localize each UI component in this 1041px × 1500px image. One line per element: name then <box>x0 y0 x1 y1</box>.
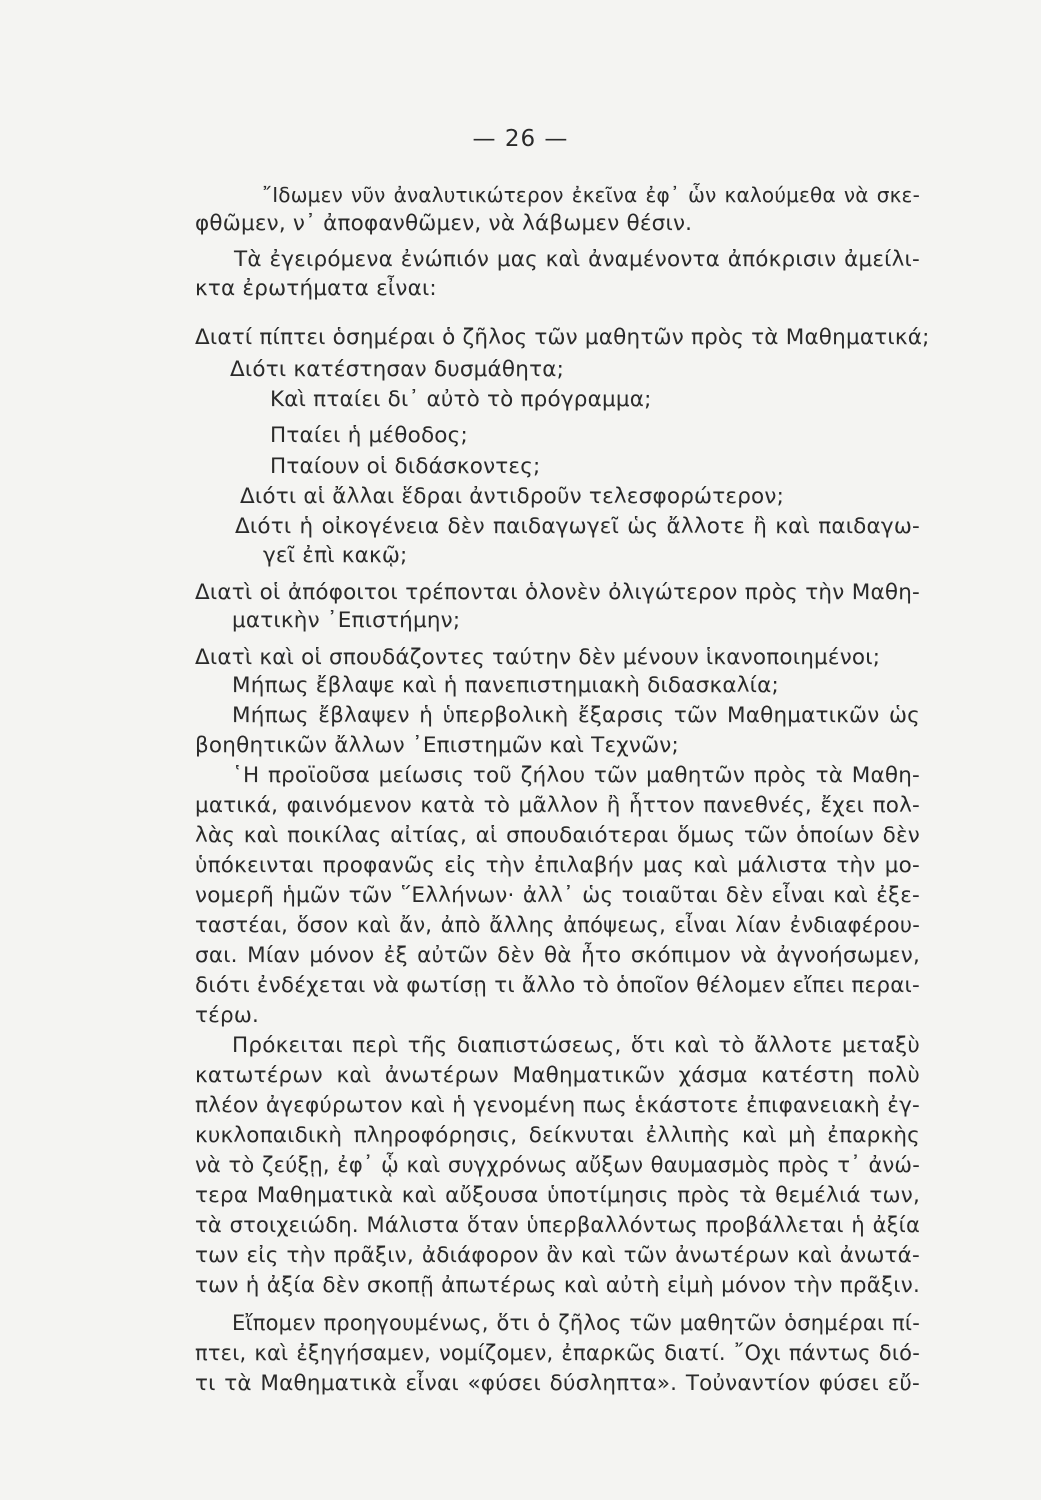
text-line: Πταίουν οἱ διδάσκοντες; <box>270 454 541 479</box>
text-line: Καὶ πταίει δι᾽ αὐτὸ τὸ πρόγραμμα; <box>270 387 652 412</box>
text-line: σαι. Μίαν μόνον ἐξ αὐτῶν δὲν θὰ ἦτο σκόπιμον νὰ ἀγνοήσωμεν, <box>195 943 920 968</box>
text-line: ῾Η προϊοῦσα μείωσις τοῦ ζήλου τῶν μαθητῶν πρὸς τὰ Μαθη- <box>232 763 920 788</box>
text-line: ταστέαι, ὅσον καὶ ἄν, ἀπὸ ἄλλης ἀπόψεως, εἶναι λίαν ἐνδιαφέρου- <box>195 913 920 937</box>
text-line: των εἰς τὴν πρᾶξιν, ἀδιάφορον ἂν καὶ τῶν ἀνωτέρων καὶ ἀνωτά- <box>195 1243 920 1268</box>
text-line: ματικὴν ᾿Επιστήμην; <box>232 608 461 633</box>
text-line: Διατί πίπτει ὁσημέραι ὁ ζῆλος τῶν μαθητῶν πρὸς τὰ Μαθηματικά; <box>195 325 930 350</box>
text-line: τερα Μαθηματικὰ καὶ αὔξουσα ὑποτίμησις πρὸς τὰ θεμέλιά των, <box>195 1183 920 1208</box>
text-line: Μήπως ἔβλαψε καὶ ἡ πανεπιστημιακὴ διδασκαλία; <box>232 673 779 698</box>
text-line: ῎Ιδωμεν νῦν ἀναλυτικώτερον ἐκεῖνα ἐφ᾽ ὧν καλούμεθα νὰ σκε- <box>262 183 920 207</box>
page-number: — 26 — <box>472 126 569 152</box>
text-line: Πταίει ἡ μέθοδος; <box>270 423 468 448</box>
text-line: βοηθητικῶν ἄλλων ᾿Επιστημῶν καὶ Τεχνῶν; <box>195 733 679 758</box>
text-line: γεῖ ἐπὶ κακῷ; <box>263 543 408 568</box>
text-line: Διότι κατέστησαν δυσμάθητα; <box>230 357 565 382</box>
text-line: Τὰ ἐγειρόμενα ἐνώπιόν μας καὶ ἀναμένοντα ἀπόκρισιν ἀμείλι- <box>234 247 920 272</box>
text-line: διότι ἐνδέχεται νὰ φωτίσῃ τι ἄλλο τὸ ὁποῖον θέλομεν εἴπει περαι- <box>195 973 920 998</box>
text-line: πτει, καὶ ἐξηγήσαμεν, νομίζομεν, ἐπαρκῶς διατί. ῎Οχι πάντως διό- <box>195 1341 920 1365</box>
text-line: νομερῆ ἡμῶν τῶν ῞Ελλήνων· ἀλλ᾽ ὡς τοιαῦται δὲν εἶναι καὶ ἐξε- <box>195 883 920 908</box>
text-line: πλέον ἀγεφύρωτον καὶ ἡ γενομένη πως ἑκάστοτε ἐπιφανειακὴ ἐγ- <box>195 1093 920 1118</box>
text-line: Πρόκειται περὶ τῆς διαπιστώσεως, ὅτι καὶ τὸ ἄλλοτε μεταξὺ <box>232 1033 920 1058</box>
text-line: Διότι ἡ οἰκογένεια δὲν παιδαγωγεῖ ὡς ἄλλοτε ἢ καὶ παιδαγω- <box>235 514 920 539</box>
text-line: κτα ἐρωτήματα εἶναι: <box>195 276 437 301</box>
text-line: ματικά, φαινόμενον κατὰ τὸ μᾶλλον ἢ ἧττον πανεθνές, ἔχει πολ- <box>195 793 920 818</box>
text-line: Διατὶ οἱ ἀπόφοιτοι τρέπονται ὁλονὲν ὀλιγώτερον πρὸς τὴν Μαθη- <box>195 580 920 605</box>
text-line: των ἡ ἀξία δὲν σκοπῇ ἀπωτέρως καὶ αὐτὴ εἰμὴ μόνον τὴν πρᾶξιν. <box>195 1273 920 1298</box>
text-line: Διότι αἱ ἄλλαι ἕδραι ἀντιδροῦν τελεσφορώτερον; <box>240 484 785 509</box>
text-line: κυκλοπαιδικὴ πληροφόρησις, δείκνυται ἐλλιπὴς καὶ μὴ ἐπαρκὴς <box>195 1123 920 1148</box>
text-line: Διατὶ καὶ οἱ σπουδάζοντες ταύτην δὲν μένουν ἱκανοποιημένοι; <box>195 645 881 670</box>
text-line: τι τὰ Μαθηματικὰ εἶναι «φύσει δύσληπτα». Τοὐναντίον φύσει εὔ- <box>195 1371 920 1396</box>
text-line: τὰ στοιχειώδη. Μάλιστα ὅταν ὑπερβαλλόντως προβάλλεται ἡ ἀξία <box>195 1213 920 1237</box>
text-line: Μήπως ἔβλαψεν ἡ ὑπερβολικὴ ἔξαρσις τῶν Μαθηματικῶν ὡς <box>232 703 920 728</box>
text-line: λὰς καὶ ποικίλας αἰτίας, αἱ σπουδαιότεραι ὅμως τῶν ὁποίων δὲν <box>195 823 920 848</box>
text-line: κατωτέρων καὶ ἀνωτέρων Μαθηματικῶν χάσμα κατέστη πολὺ <box>195 1063 920 1088</box>
text-line: ὑπόκεινται προφανῶς εἰς τὴν ἐπιλαβήν μας καὶ μάλιστα τὴν μο- <box>195 853 920 878</box>
text-line: τέρω. <box>195 1003 260 1028</box>
text-line: Εἴπομεν προηγουμένως, ὅτι ὁ ζῆλος τῶν μαθητῶν ὁσημέραι πί- <box>232 1311 920 1335</box>
text-line: φθῶμεν, ν᾽ ἀποφανθῶμεν, νὰ λάβωμεν θέσιν. <box>195 211 693 236</box>
text-line: νὰ τὸ ζεύξῃ, ἐφ᾽ ᾧ καὶ συγχρόνως αὔξων θαυμασμὸς πρὸς τ᾽ ἀνώ- <box>195 1153 920 1177</box>
